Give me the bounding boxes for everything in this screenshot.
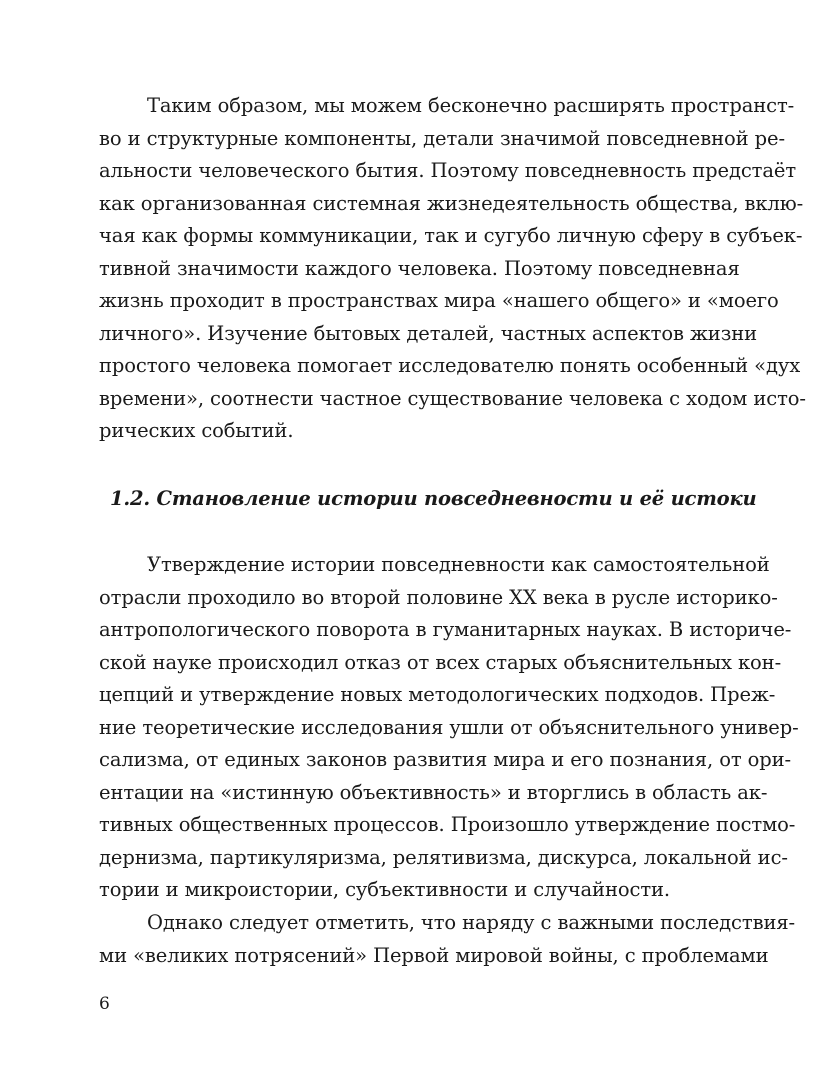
page-number: 6 bbox=[99, 994, 110, 1014]
text-line: чая как формы коммуникации, так и сугубо личную сферу в субъек- bbox=[99, 224, 803, 247]
text-line: Однако следует отметить, что наряду с важными последствия- bbox=[147, 911, 796, 934]
text-line: альности человеческого бытия. Поэтому повседневность предстаёт bbox=[99, 159, 797, 182]
text-line: ской науке происходил отказ от всех старых объяснительных кон- bbox=[99, 650, 782, 674]
text-line: ние теоретические исследования ушли от объяснительного универ- bbox=[99, 715, 799, 739]
text-line: дернизма, партикуляризма, релятивизма, дискурса, локальной ис- bbox=[99, 845, 788, 869]
text-line: Таким образом, мы можем бесконечно расширять пространст- bbox=[147, 94, 795, 117]
paragraph-1 bbox=[99, 90, 806, 448]
text-line: ентации на «истинную объективность» и вторглись в область ак- bbox=[99, 780, 768, 804]
paragraph-2 bbox=[99, 549, 799, 907]
paragraph-3 bbox=[99, 907, 796, 972]
text-line: ми «великих потрясений» Первой мировой войны, с проблемами bbox=[99, 943, 769, 967]
text-line: сализма, от единых законов развития мира и его познания, от ори- bbox=[99, 748, 792, 771]
section-heading: 1.2. Становление истории повседневности и её истоки bbox=[110, 487, 757, 510]
text-line: Утверждение истории повседневности как самостоятельной bbox=[147, 553, 770, 576]
text-line: как организованная системная жизнедеятельность общества, вклю- bbox=[99, 191, 804, 215]
text-line: отрасли проходило во второй половине XX века в русле историко- bbox=[99, 585, 778, 609]
text-line: тивных общественных процессов. Произошло утверждение постмо- bbox=[99, 813, 796, 836]
text-line: жизнь проходит в пространствах мира «нашего общего» и «моего bbox=[99, 289, 779, 312]
text-line: тивной значимости каждого человека. Поэтому повседневная bbox=[99, 256, 740, 280]
text-line: цепций и утверждение новых методологических подходов. Преж- bbox=[99, 683, 776, 706]
text-line: времени», соотнести частное существование человека с ходом исто- bbox=[99, 386, 806, 410]
text-line: антропологического поворота в гуманитарных науках. В историче- bbox=[99, 618, 792, 641]
text-line: личного». Изучение бытовых деталей, частных аспектов жизни bbox=[99, 321, 758, 345]
text-line: простого человека помогает исследователю понять особенный «дух bbox=[99, 354, 801, 377]
text-line: тории и микроистории, субъективности и случайности. bbox=[99, 878, 670, 901]
text-line: рических событий. bbox=[99, 419, 294, 442]
text-line: во и структурные компоненты, детали значимой повседневной ре- bbox=[99, 126, 785, 150]
